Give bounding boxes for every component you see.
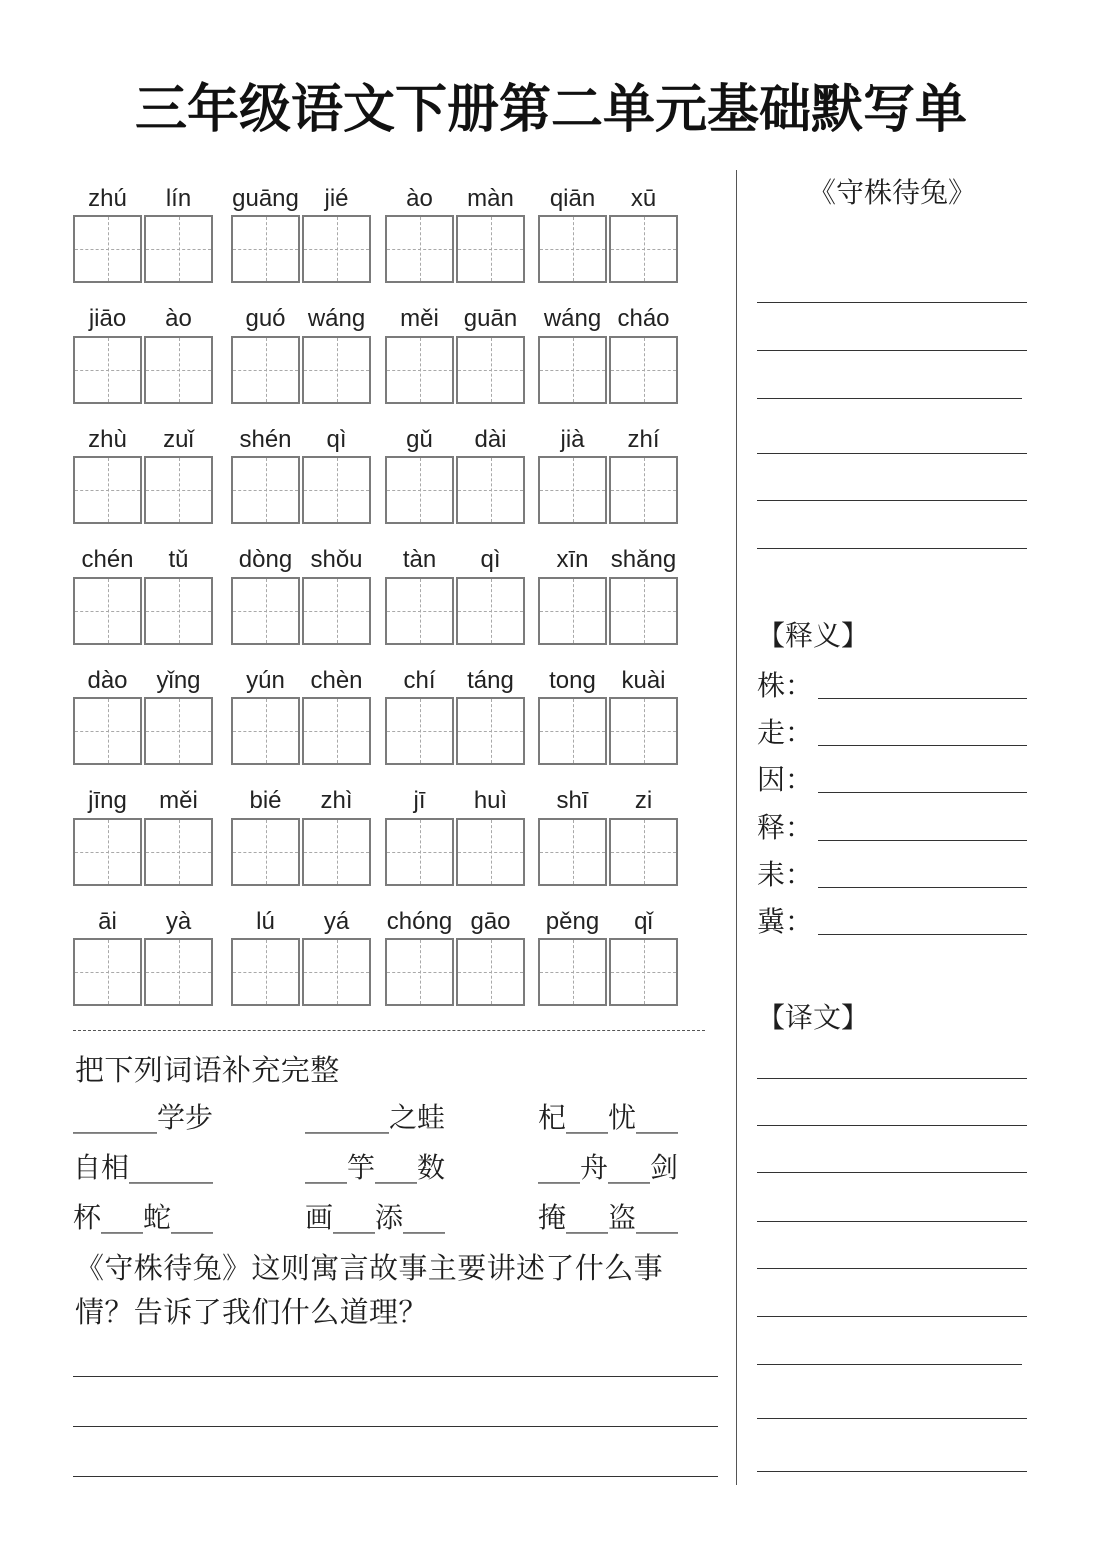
pinyin-label: kuài — [621, 666, 666, 694]
tianzige-box — [609, 336, 678, 404]
character-cell — [456, 905, 525, 1009]
answer-line — [818, 840, 1027, 841]
pinyin-label: tǔ — [168, 546, 189, 573]
writing-line — [757, 1418, 1027, 1419]
tianzige-box — [144, 215, 213, 283]
character-cell — [538, 664, 607, 768]
pinyin-label: āi — [98, 907, 117, 935]
pinyin-label: bié — [249, 787, 282, 814]
word-group — [538, 423, 678, 527]
fill-section-heading: 把下列词语补充完整 — [75, 1053, 340, 1087]
tianzige-box — [538, 336, 607, 404]
answer-line — [818, 792, 1027, 793]
answer-line — [818, 887, 1027, 888]
pinyin-label: jiāo — [88, 305, 127, 332]
writing-line — [757, 500, 1027, 501]
glossary-item — [757, 666, 1027, 706]
glossary-item — [757, 760, 1027, 800]
pinyin-writing-grid — [73, 182, 713, 1032]
pinyin-label: zi — [634, 787, 653, 814]
word-group — [538, 303, 678, 407]
word-group — [73, 664, 213, 768]
writing-line — [757, 1364, 1022, 1365]
writing-line — [757, 302, 1027, 303]
pinyin-label: huì — [473, 787, 508, 814]
word-group — [231, 664, 371, 768]
tianzige-box — [385, 456, 454, 524]
word-group — [385, 423, 525, 527]
character-cell — [302, 423, 371, 527]
page-title: 三年级语文下册第二单元基础默写单 — [134, 79, 967, 140]
tianzige-box — [385, 938, 454, 1006]
answer-line — [73, 1376, 718, 1377]
translation-heading: 【译文】 — [757, 1001, 870, 1034]
character-cell — [144, 423, 213, 527]
pinyin-label: dòng — [238, 546, 293, 573]
word-group — [231, 423, 371, 527]
answer-line — [818, 745, 1027, 746]
tianzige-box — [609, 818, 678, 886]
character-cell — [538, 785, 607, 889]
pinyin-label: màn — [467, 184, 514, 212]
character-cell — [609, 303, 678, 407]
character-cell — [302, 303, 371, 407]
tianzige-box — [302, 818, 371, 886]
pinyin-label: wáng — [543, 305, 602, 332]
glossary-heading: 【释义】 — [757, 619, 870, 652]
character-cell — [456, 182, 525, 286]
tianzige-box — [231, 336, 300, 404]
pinyin-label: pěng — [545, 907, 600, 935]
character-cell — [538, 544, 607, 648]
character-cell — [144, 905, 213, 1009]
tianzige-box — [73, 336, 142, 404]
character-cell — [456, 423, 525, 527]
tianzige-box — [456, 818, 525, 886]
character-cell — [73, 423, 142, 527]
tianzige-box — [73, 215, 142, 283]
writing-line — [757, 350, 1027, 351]
character-cell — [385, 423, 454, 527]
idiom-blank: 杞___忧___ — [538, 1101, 679, 1134]
glossary-item — [757, 902, 1027, 942]
tianzige-box — [231, 456, 300, 524]
idiom-blank: 杯___蛇___ — [73, 1201, 214, 1234]
tianzige-box — [538, 456, 607, 524]
pinyin-label: tong — [549, 666, 596, 694]
tianzige-box — [609, 456, 678, 524]
word-group — [231, 303, 371, 407]
pinyin-label: shǎng — [610, 546, 677, 573]
pinyin-label: ào — [165, 305, 192, 332]
character-cell — [144, 785, 213, 889]
word-group — [73, 182, 213, 286]
character-cell — [302, 785, 371, 889]
glossary-term: 冀： — [757, 905, 814, 938]
glossary-term: 走： — [757, 716, 814, 749]
character-cell — [302, 905, 371, 1009]
character-cell — [609, 905, 678, 1009]
writing-line — [757, 1316, 1027, 1317]
character-cell — [231, 182, 300, 286]
word-group — [231, 182, 371, 286]
character-cell — [73, 785, 142, 889]
character-cell — [609, 664, 678, 768]
tianzige-box — [302, 456, 371, 524]
word-group — [385, 785, 525, 889]
glossary-item — [757, 713, 1027, 753]
word-group — [73, 303, 213, 407]
pinyin-row — [73, 785, 713, 889]
pinyin-label: chén — [81, 546, 134, 573]
pinyin-label: gǔ — [406, 425, 433, 453]
answer-line — [73, 1426, 718, 1427]
pinyin-label: zhì — [320, 787, 353, 814]
glossary-term: 因： — [757, 763, 814, 796]
pinyin-label: yà — [165, 907, 192, 935]
pinyin-label: měi — [159, 787, 198, 814]
word-group — [385, 544, 525, 648]
pinyin-label: cháo — [617, 305, 670, 332]
character-cell — [144, 664, 213, 768]
character-cell — [144, 303, 213, 407]
answer-line — [818, 698, 1027, 699]
pinyin-label: chóng — [386, 907, 453, 935]
pinyin-label: ào — [406, 184, 433, 212]
word-group — [385, 303, 525, 407]
pinyin-label: qì — [326, 425, 347, 453]
character-cell — [538, 182, 607, 286]
character-cell — [456, 544, 525, 648]
column-divider — [736, 170, 737, 1485]
character-cell — [144, 544, 213, 648]
pinyin-label: yá — [323, 907, 350, 935]
character-cell — [385, 544, 454, 648]
character-cell — [73, 544, 142, 648]
pinyin-label: měi — [400, 305, 439, 332]
answer-line — [818, 934, 1027, 935]
character-cell — [302, 544, 371, 648]
word-group — [385, 182, 525, 286]
character-cell — [73, 664, 142, 768]
character-cell — [302, 664, 371, 768]
tianzige-box — [385, 818, 454, 886]
character-cell — [609, 423, 678, 527]
pinyin-label: zhù — [88, 425, 127, 453]
character-cell — [231, 303, 300, 407]
pinyin-label: guān — [463, 305, 518, 332]
tianzige-box — [456, 456, 525, 524]
pinyin-label: qiān — [549, 184, 596, 212]
word-group — [538, 544, 678, 648]
tianzige-box — [538, 215, 607, 283]
pinyin-label: zhú — [88, 184, 127, 212]
tianzige-box — [73, 818, 142, 886]
writing-line — [757, 1221, 1027, 1222]
tianzige-box — [456, 577, 525, 645]
character-cell — [73, 905, 142, 1009]
tianzige-box — [609, 215, 678, 283]
tianzige-box — [144, 938, 213, 1006]
word-group — [538, 905, 678, 1009]
writing-line — [757, 1078, 1027, 1079]
glossary-item — [757, 855, 1027, 895]
character-cell — [538, 905, 607, 1009]
pinyin-label: zhí — [627, 425, 660, 453]
tianzige-box — [231, 938, 300, 1006]
character-cell — [538, 423, 607, 527]
character-cell — [609, 785, 678, 889]
pinyin-label: chí — [403, 666, 436, 694]
question-text-line: 《守株待兔》这则寓言故事主要讲述了什么事 — [75, 1251, 664, 1285]
tianzige-box — [538, 938, 607, 1006]
tianzige-box — [73, 577, 142, 645]
writing-line — [757, 1125, 1027, 1126]
word-group — [73, 785, 213, 889]
character-cell — [385, 182, 454, 286]
tianzige-box — [609, 577, 678, 645]
character-cell — [73, 303, 142, 407]
word-group — [231, 905, 371, 1009]
tianzige-box — [73, 938, 142, 1006]
character-cell — [385, 905, 454, 1009]
pinyin-row — [73, 423, 713, 527]
character-cell — [456, 303, 525, 407]
idiom-blank: 画___添___ — [305, 1201, 446, 1234]
idiom-blank: ___竽___数 — [305, 1151, 446, 1184]
pinyin-row — [73, 182, 713, 286]
pinyin-label: jié — [324, 184, 349, 212]
writing-line — [757, 1268, 1027, 1269]
idiom-blank: ______之蛙 — [305, 1101, 446, 1134]
tianzige-box — [144, 818, 213, 886]
tianzige-box — [538, 577, 607, 645]
pinyin-label: tàn — [402, 546, 437, 573]
tianzige-box — [144, 456, 213, 524]
tianzige-box — [302, 577, 371, 645]
writing-line — [757, 548, 1027, 549]
tianzige-box — [609, 938, 678, 1006]
tianzige-box — [302, 215, 371, 283]
idiom-blank: ______学步 — [73, 1101, 214, 1134]
pinyin-label: zuǐ — [163, 425, 194, 453]
glossary-term: 释： — [757, 811, 814, 844]
tianzige-box — [302, 697, 371, 765]
tianzige-box — [144, 697, 213, 765]
pinyin-label: chèn — [310, 666, 363, 694]
tianzige-box — [231, 818, 300, 886]
word-group — [73, 544, 213, 648]
question-text-line: 情？告诉了我们什么道理？ — [75, 1295, 428, 1329]
character-cell — [144, 182, 213, 286]
character-cell — [73, 182, 142, 286]
writing-line — [757, 1471, 1027, 1472]
pinyin-label: yǐng — [156, 666, 201, 694]
tianzige-box — [231, 215, 300, 283]
character-cell — [231, 905, 300, 1009]
glossary-term: 株： — [757, 669, 814, 702]
tianzige-box — [231, 577, 300, 645]
answer-line — [73, 1476, 718, 1477]
word-group — [538, 664, 678, 768]
pinyin-label: jī — [413, 787, 426, 814]
glossary-item — [757, 808, 1027, 848]
word-group — [538, 182, 678, 286]
pinyin-label: gāo — [470, 907, 511, 935]
character-cell — [231, 664, 300, 768]
story-title: 《守株待兔》 — [807, 176, 976, 209]
tianzige-box — [144, 336, 213, 404]
pinyin-label: jià — [560, 425, 585, 453]
pinyin-label: jīng — [88, 787, 127, 814]
pinyin-label: shén — [239, 425, 292, 453]
tianzige-box — [302, 938, 371, 1006]
word-group — [231, 544, 371, 648]
tianzige-box — [456, 697, 525, 765]
character-cell — [538, 303, 607, 407]
writing-line — [757, 398, 1022, 399]
pinyin-label: yún — [246, 666, 285, 694]
tianzige-box — [456, 336, 525, 404]
tianzige-box — [231, 697, 300, 765]
tianzige-box — [73, 456, 142, 524]
character-cell — [385, 785, 454, 889]
word-group — [73, 905, 213, 1009]
tianzige-box — [73, 697, 142, 765]
word-group — [385, 664, 525, 768]
idiom-blank: 掩___盗___ — [538, 1201, 679, 1234]
tianzige-box — [609, 697, 678, 765]
tianzige-box — [385, 697, 454, 765]
glossary-term: 耒： — [757, 858, 814, 891]
character-cell — [456, 664, 525, 768]
pinyin-label: táng — [467, 666, 514, 694]
pinyin-label: guó — [245, 305, 286, 332]
pinyin-label: shī — [556, 787, 589, 814]
writing-line — [757, 1172, 1027, 1173]
word-group — [538, 785, 678, 889]
character-cell — [385, 664, 454, 768]
pinyin-row — [73, 905, 713, 1009]
tianzige-box — [385, 215, 454, 283]
pinyin-label: lú — [256, 907, 275, 935]
pinyin-label: guāng — [232, 184, 299, 212]
pinyin-label: lín — [165, 184, 192, 212]
pinyin-label: xū — [630, 184, 657, 212]
writing-line — [757, 453, 1027, 454]
tianzige-box — [456, 938, 525, 1006]
character-cell — [302, 182, 371, 286]
character-cell — [231, 785, 300, 889]
character-cell — [385, 303, 454, 407]
idiom-blank: ___舟___剑 — [538, 1151, 679, 1184]
pinyin-row — [73, 664, 713, 768]
tianzige-box — [538, 697, 607, 765]
tianzige-box — [144, 577, 213, 645]
word-group — [73, 423, 213, 527]
pinyin-label: wáng — [307, 305, 366, 332]
character-cell — [231, 544, 300, 648]
character-cell — [231, 423, 300, 527]
pinyin-label: shǒu — [310, 546, 363, 573]
pinyin-label: qǐ — [634, 907, 653, 935]
tianzige-box — [385, 577, 454, 645]
word-group — [385, 905, 525, 1009]
character-cell — [609, 182, 678, 286]
pinyin-label: dào — [87, 666, 128, 694]
pinyin-label: qì — [480, 546, 501, 573]
tianzige-box — [302, 336, 371, 404]
pinyin-row — [73, 303, 713, 407]
idiom-blank: 自相______ — [73, 1151, 214, 1184]
tianzige-box — [385, 336, 454, 404]
character-cell — [609, 544, 678, 648]
section-divider — [73, 1030, 705, 1031]
tianzige-box — [456, 215, 525, 283]
pinyin-label: dài — [474, 425, 507, 453]
tianzige-box — [538, 818, 607, 886]
pinyin-label: xīn — [556, 546, 589, 573]
pinyin-row — [73, 544, 713, 648]
word-group — [231, 785, 371, 889]
character-cell — [456, 785, 525, 889]
